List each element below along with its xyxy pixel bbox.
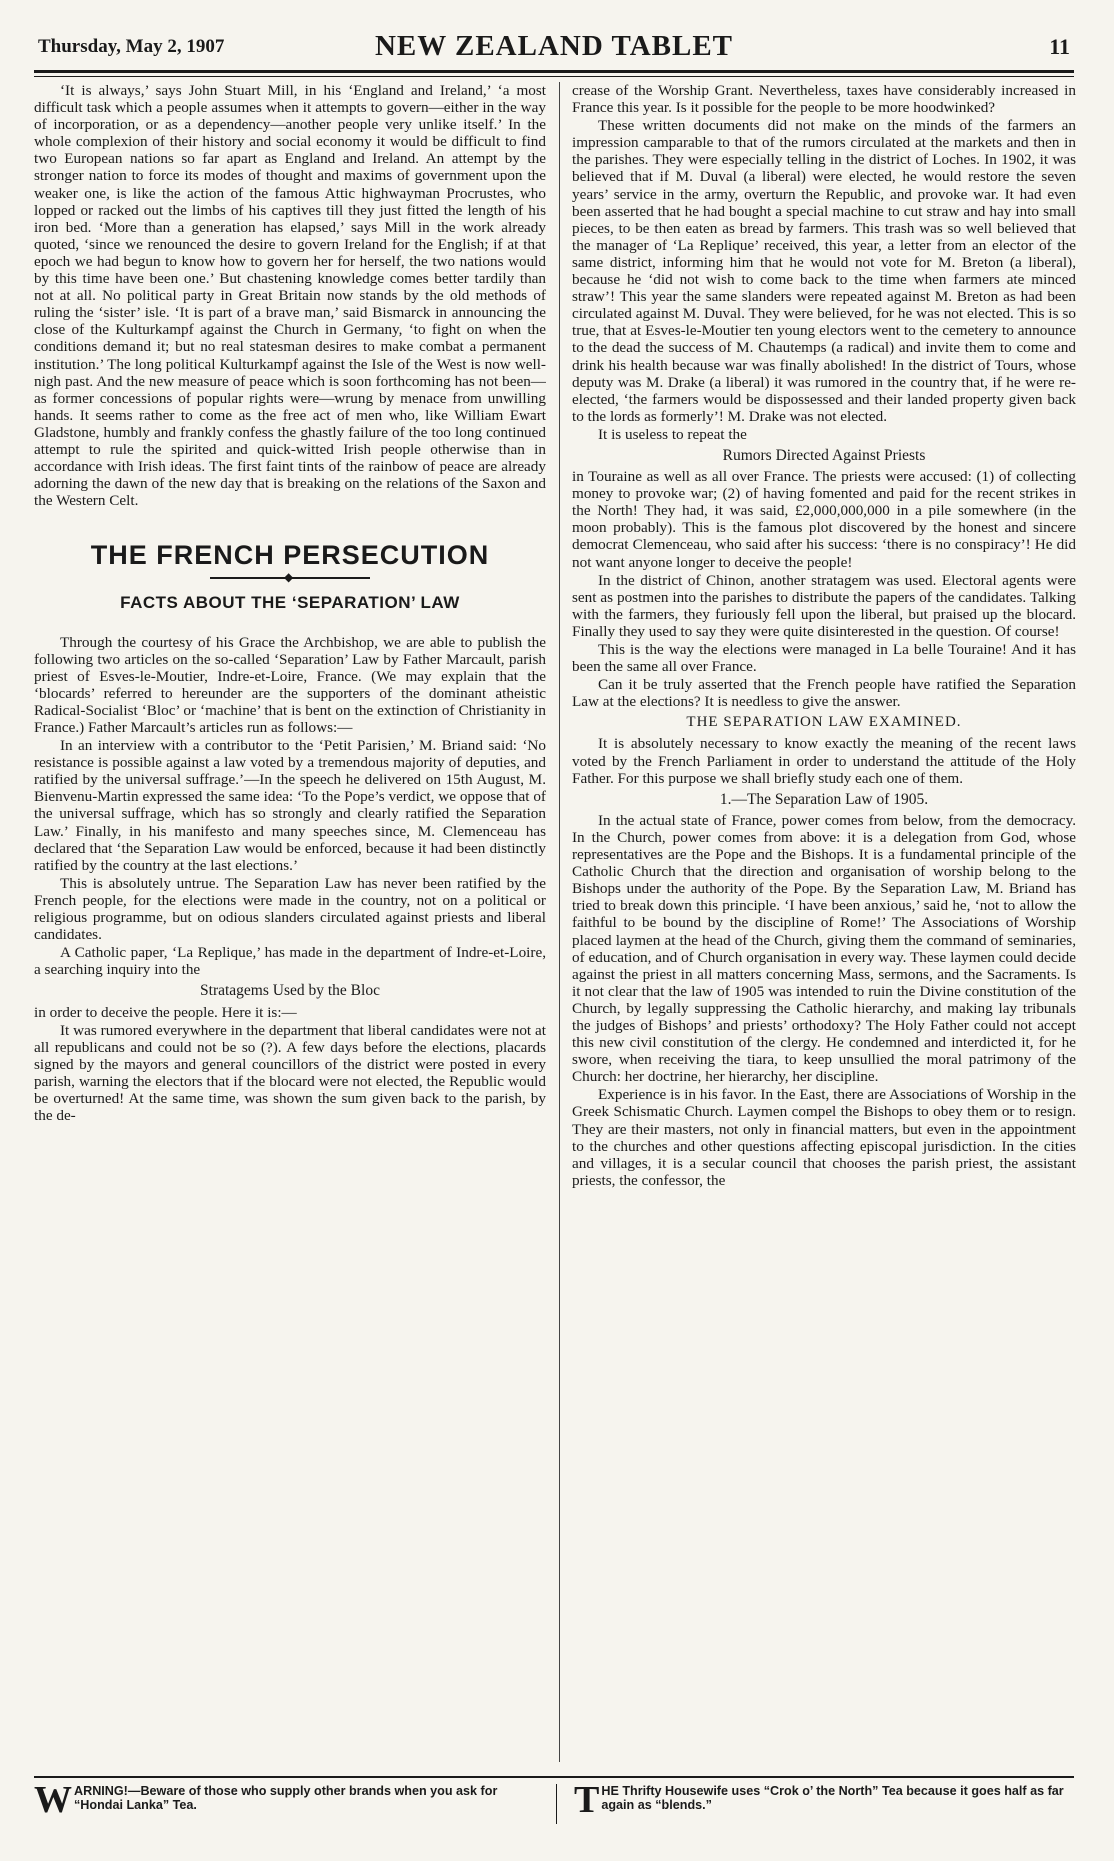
footer-ad-text: HE Thrifty Housewife uses “Crok o’ the North” Tea because it goes half as far again as “blends.” xyxy=(601,1784,1064,1812)
masthead xyxy=(34,28,1074,73)
left-column xyxy=(34,82,546,1762)
subheading: Rumors Directed Against Priests xyxy=(722,446,926,464)
subheading: THE SEPARATION LAW EXAMINED. xyxy=(686,714,962,731)
article-paragraph: In an interview with a contributor to the ‘Petit Parisien,’ M. Briand said: ‘No resistance is possible against a law voted by a tremendous majority of deputies, and ratified by the universal suffrage.’—In the speech he delivered on 15th August, M. Bienvenu-Martin expressed the same idea: ‘To the Pope’s verdict, we oppose that of the universal suffrage, which has so strongly and clearly ratified the Separation Law.’ Finally, in his manifesto and many speeches since, M. Clemenceau has declared that ‘the Separation Law would be enforced, because it had been distinctly ratified by the country at the last elections.’ xyxy=(34,737,546,874)
section-subtitle: FACTS ABOUT THE ‘SEPARATION’ LAW xyxy=(120,593,460,613)
article-paragraph: in order to deceive the people. Here it is:— xyxy=(34,1003,297,1021)
article-paragraph: Can it be truly asserted that the French people have ratified the Separation Law at the elections? It is needless to give the answer. xyxy=(572,676,1076,711)
article-paragraph: crease of the Worship Grant. Nevertheless, taxes have considerably increased in France this year. Is it possible for the people to be more hoodwinked? xyxy=(572,82,1076,117)
drop-cap: T xyxy=(574,1779,600,1821)
footer-divider xyxy=(556,1784,557,1824)
editorial-paragraph: ‘It is always,’ says John Stuart Mill, in his ‘England and Ireland,’ ‘a most difficult task which a people assumes when it attempts to govern—either in the way of incorporation, or as a dependency—another people very unlike itself.’ In the whole complexion of their history and social economy it would be difficult to find two European nations so far apart as England and Ireland. An attempt by the stronger nation to force its modes of thought and maxims of government upon the weaker one, is like the action of the famous Attic highwayman Procrustes, who lopped or racked out the limbs of his captives till they just fitted the length of his iron bed. ‘More than a generation has elapsed,’ says Mill in the work already quoted, ‘since we renounced the desire to govern Ireland for the English; if at that epoch we had begun to know how to govern her for herself, the two nations would by this time have been one.’ But chastening knowledge comes better tardily than not at all. No political party in Great Britain now stands by the old methods of ruling the ‘sister’ isle. ‘It is part of a brave man,’ said Bismarck in announcing the close of the Kulturkampf against the Church in Germany, ‘to fight on when the conditions demand it; but no real statesman desires to make combat a permanent institution.’ The long political Kulturkampf against the Isle of the West is now well-nigh past. And the new measure of peace which is soon forthcoming has not been—as former concessions of popular rights were—wrung by menace from unwilling hands. It seems rather to come as the free act of men who, like William Ewart Gladstone, humbly and frankly confess the ghastly failure of the too long continued attempt to rule the spirited and quick-witted Irish people otherwise than in accordance with Irish ideas. The first faint tints of the rainbow of peace are already adorning the dawn of the new day that is breaking on the relations of the Saxon and the Western Celt. xyxy=(34,82,546,510)
article-paragraph: In the district of Chinon, another stratagem was used. Electoral agents were sent as postmen into the parishes to distribute the papers of the candidates. Talking with the farmers, they furiously fell upon the liberal, but praised up the blocard. Finally they used to say they were quite disinterested in the question. Of course! xyxy=(572,571,1076,640)
diamond-ornament-icon: ◆ xyxy=(284,570,294,585)
footer-ad-right xyxy=(574,1779,1074,1821)
article-paragraph: In the actual state of France, power comes from below, from the democracy. In the Church, power comes from above: it is a delegation from God, whose representatives are the Pope and the Bishops. It is a fundamental principle of the Catholic Church that the direction and organisation of worship belong to the Bishops under the authority of the Pope. By the Separation Law, M. Briand has tried to break down this principle. ‘I have been anxious,’ said he, ‘not to allow the faithful to be bound by the discipline of Rome!’ The Associations of Worship placed laymen at the head of the Church, giving them the command of seminaries, of education, and of Church organisation in every way. These laymen could decide against the priest in all matters concerning Mass, sermons, and the Sacraments. Is it not clear that the law of 1905 was intended to ruin the Divine constitution of the Church, by legally suppressing the Catholic hierarchy, and making lay tribunals the judges of Bishops’ and priests’ orthodoxy? The Holy Father could not accept this new civil constitution of the clergy. He condemned and interdicted it, for he swore, when receiving the tiara, to keep unsullied the moral patrimony of the Church: her doctrine, her hierarchy, her discipline. xyxy=(572,811,1076,1086)
newspaper-title: NEW ZEALAND TABLET xyxy=(374,30,734,62)
article-paragraph: This is absolutely untrue. The Separation Law has never been ratified by the French people, for the elections were made in the country, not on a political or religious programme, but on odious slanders circulated against priests and liberal candidates. xyxy=(34,874,546,944)
issue-date: Thursday, May 2, 1907 xyxy=(38,36,225,57)
footer-ad-left xyxy=(34,1779,546,1821)
article-paragraph: in Touraine as well as all over France. The priests were accused: (1) of collecting money to provoke war; (2) of having fomented and paid for the recent strikes in the North! They had, it was said, £2,000,000,000 in a pile somewhere (in the moon probably). This is the famous plot discovered by the honest and sincere democrat Clemenceau, who said after his success: ‘there is no conspiracy’! He did not want anyone longer to deceive the people! xyxy=(572,468,1076,571)
article-paragraph: A Catholic paper, ‘La Replique,’ has made in the department of Indre-et-Loire, a searching inquiry into the xyxy=(34,944,546,979)
page-number: 11 xyxy=(1049,34,1070,59)
subheading: 1.—The Separation Law of 1905. xyxy=(719,790,929,808)
right-column xyxy=(572,82,1076,1762)
article-paragraph: It was rumored everywhere in the department that liberal candidates were not at all republicans and could not be so (?). A few days before the elections, placards signed by the mayors and general councillors of the district were posted in every parish, warning the electors that if the blocard were not elected, the Republic would be overturned! At the same time, was shown the sum given back to the parish, by the de- xyxy=(34,1021,546,1125)
article-paragraph: It is absolutely necessary to know exactly the meaning of the recent laws voted by the French Parliament in order to understand the attitude of the Holy Father. For this purpose we shall briefly study each one of them. xyxy=(572,735,1076,787)
subheading: Stratagems Used by the Bloc xyxy=(200,982,380,1000)
section-title: THE FRENCH PERSECUTION xyxy=(90,540,490,571)
article-paragraph: This is the way the elections were managed in La belle Touraine! And it has been the same all over France. xyxy=(572,641,1076,676)
footer-ad-text: ARNING!—Beware of those who supply other brands when you ask for “Hondai Lanka” Tea. xyxy=(74,1784,498,1812)
article-paragraph: It is useless to repeat the xyxy=(598,425,747,443)
article-paragraph: Experience is in his favor. In the East, there are Associations of Worship in the Greek Schismatic Church. Laymen compel the Bishops to obey them or to resign. They are their masters, not only in financial matters, but even in the appointment to the churches and other questions affecting episcopal jurisdiction. In the cities and villages, it is a secular council that chooses the parish priest, the assistant priests, the confessor, the xyxy=(572,1086,1076,1189)
column-divider xyxy=(559,82,560,1762)
article-paragraph: These written documents did not make on the minds of the farmers an impression camparable to that of the rumors circulated at the markets and then in the parishes. They were especially telling in the district of Loches. In 1902, it was believed that if M. Duval (a liberal) were elected, he would restore the seven years’ service in the army, overturn the Republic, and provoke war. It had even been asserted that he had bought a special machine to cut straw and hay into small pieces, to be then eaten as bread by farmers. This trash was so well believed that the manager of ‘La Replique’ received, this year, a letter from an elector of the same district, informing him that he would not vote for M. Breton (a liberal), because he ‘did not wish to come back to the time when farmers ate minced straw’! This year the same slanders were repeated against M. Breton as had been circulated against M. Duval. They were believed, for he was not elected. This is so true, that at Esves-le-Moutier ten young electors went to the cemetery to announce to the dead the success of M. Chautemps (a radical) and invite them to come and drink his health because war was finally abolished! In the district of Tours, whose deputy was M. Drake (a liberal) it was rumored in the country that, if he were re-elected, ‘the farmers would be dispossessed and their landed property given back to the lords as formerly’! M. Drake was not elected. xyxy=(572,117,1076,425)
drop-cap: W xyxy=(34,1779,72,1821)
diamond-rule xyxy=(210,572,370,584)
article-paragraph: Through the courtesy of his Grace the Archbishop, we are able to publish the following two articles on the so-called ‘Separation’ Law by Father Marcault, parish priest of Esves-le-Moutier, Indre-et-Loire, France. (We may explain that the ‘blocards’ referred to hereunder are the supporters of the dominant atheistic Radical-Socialist ‘Bloc’ or ‘machine’ that is bent on the extinction of Christianity in France.) Father Marcault’s articles run as follows:— xyxy=(34,633,546,736)
footer-advertisements xyxy=(34,1776,1074,1838)
